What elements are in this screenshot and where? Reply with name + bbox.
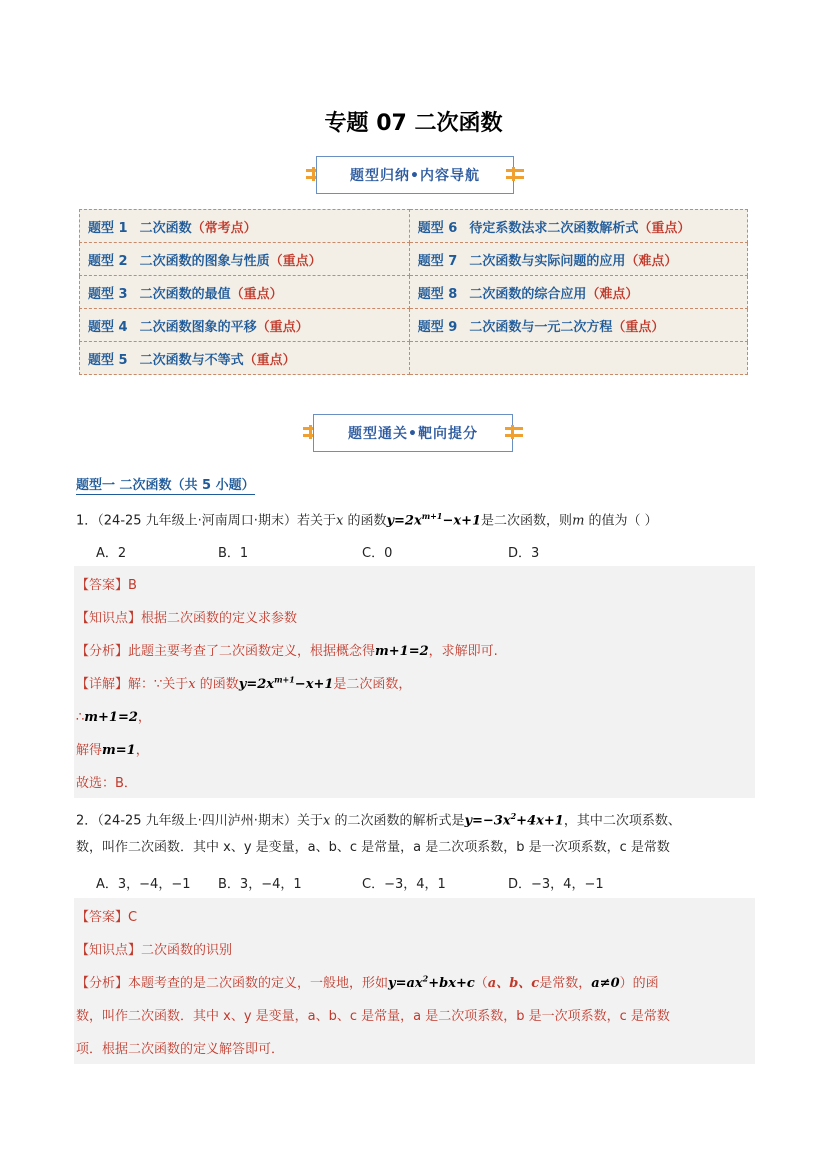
- analysis-line-3: 项．根据二次函数的定义解答即可．: [76, 1042, 285, 1057]
- question-2: 2．（24-25 九年级上·四川泸州·期末）关于x 的二次函数的解析式是$y=-3x^2+4x+1$，其中二次项系数、: [76, 811, 681, 829]
- question-2-line-2: 数，叫作二次函数．其中 x、y 是变量，a、b、c 是常量，a 是二次项系数，b 是一次项系数，c 是常数: [76, 840, 670, 855]
- nav-topic-right: [409, 342, 747, 375]
- nav-topic-left[interactable]: [80, 309, 410, 342]
- topic-number: 题型 3: [88, 286, 128, 302]
- nav-topic-left[interactable]: [80, 210, 410, 243]
- analysis-line: 【分析】本题考查的是二次函数的定义，一般地，形如$y=ax^2+bx+c(a$、b、c是常数，a≠0）的函: [76, 973, 659, 991]
- option-c: C．0: [362, 546, 393, 561]
- nav-banner-box: [316, 156, 514, 194]
- topic-tag: （难点）: [625, 253, 678, 269]
- answer-line: 【答案】B: [76, 578, 137, 593]
- topic-tag: （重点）: [243, 352, 296, 368]
- nav-row: [80, 243, 748, 276]
- option-c: C．−3，4，1: [362, 877, 446, 892]
- topic-tag: （重点）: [612, 319, 665, 335]
- topic-number: 题型 8: [417, 286, 458, 302]
- nav-row: [80, 276, 748, 309]
- answer-block-1: [74, 566, 755, 798]
- answer-block-2: [74, 898, 755, 1064]
- topic-title: 二次函数与实际问题的应用: [469, 253, 626, 269]
- practice-banner: [0, 414, 827, 454]
- nav-banner-label: 题型归纳•内容导航: [350, 168, 480, 184]
- topic-title: 待定系数法求二次函数解析式: [469, 220, 639, 236]
- option-a: A．2: [96, 546, 127, 561]
- option-b: B．1: [218, 546, 249, 561]
- topic-title: 二次函数图象的平移: [139, 319, 257, 335]
- analysis-line-2: 数，叫作二次函数．其中 x、y 是变量，a、b、c 是常量，a 是二次项系数，b 是一次项系数，c 是常数: [76, 1009, 670, 1024]
- option-d: D．3: [508, 546, 540, 561]
- topic-number: 题型 1: [88, 220, 128, 236]
- nav-topic-right[interactable]: [409, 309, 747, 342]
- topic-tag: （重点）: [256, 319, 309, 335]
- topic-tag: （重点）: [638, 220, 691, 236]
- topic-nav-table: [79, 209, 748, 375]
- topic-title: 二次函数与不等式: [139, 352, 244, 368]
- option-b: B．3，−4，1: [218, 877, 302, 892]
- detail-step-2: ∴m+1=2，: [76, 710, 151, 725]
- topic-tag: （难点）: [586, 286, 639, 302]
- answer-line: 【答案】C: [76, 910, 138, 925]
- topic-title: 二次函数的图象与性质: [139, 253, 270, 269]
- nav-row: [80, 210, 748, 243]
- nav-row: [80, 309, 748, 342]
- topic-title: 二次函数: [139, 220, 192, 236]
- topic-tag: （常考点）: [191, 220, 257, 236]
- nav-row: [80, 342, 748, 375]
- practice-banner-label: 题型通关•靶向提分: [348, 426, 478, 442]
- nav-topic-right[interactable]: [409, 243, 747, 276]
- topic-title: 二次函数的综合应用: [469, 286, 587, 302]
- nav-topic-left[interactable]: [80, 342, 410, 375]
- detail-step-4: 故选：B．: [76, 776, 137, 791]
- analysis-line: 【分析】此题主要考查了二次函数定义，根据概念得m+1=2，求解即可.: [76, 644, 498, 659]
- topic-number: 题型 5: [88, 352, 128, 368]
- knowledge-point-line: 【知识点】二次函数的识别: [76, 943, 233, 958]
- topic-title: 二次函数与一元二次方程: [469, 319, 613, 335]
- knowledge-point-line: 【知识点】根据二次函数的定义求参数: [76, 611, 298, 626]
- topic-number: 题型 2: [88, 253, 128, 269]
- nav-topic-left[interactable]: [80, 276, 410, 309]
- page-title: 专题 07 二次函数: [324, 111, 503, 136]
- topic-tag: （重点）: [269, 253, 322, 269]
- question-1: 1．（24-25 九年级上·河南周口·期末）若关于x 的函数$y=2x^{m+1}-x+1$是二次函数，则m 的值为（ ）: [76, 511, 658, 529]
- section-heading: 题型一 二次函数（共 5 小题）: [76, 474, 255, 495]
- option-d: D．−3，4，−1: [508, 877, 604, 892]
- practice-banner-box: [313, 414, 513, 452]
- nav-topic-left[interactable]: [80, 243, 410, 276]
- topic-number: 题型 9: [417, 319, 458, 335]
- topic-number: 题型 6: [417, 220, 458, 236]
- topic-number: 题型 4: [88, 319, 128, 335]
- detail-step-3: 解得m=1，: [76, 743, 149, 758]
- option-a: A．3，−4，−1: [96, 877, 191, 892]
- nav-topic-right[interactable]: [409, 276, 747, 309]
- banner-right-decoration: [505, 425, 523, 439]
- topic-title: 二次函数的最值: [139, 286, 231, 302]
- topic-tag: （重点）: [230, 286, 283, 302]
- topic-number: 题型 7: [417, 253, 458, 269]
- nav-topic-right[interactable]: [409, 210, 747, 243]
- banner-right-decoration: [506, 167, 524, 181]
- nav-banner: [0, 156, 827, 196]
- detail-line: 【详解】解：∵关于x 的函数$y=2x^{m+1}-x+1$是二次函数，: [76, 674, 412, 692]
